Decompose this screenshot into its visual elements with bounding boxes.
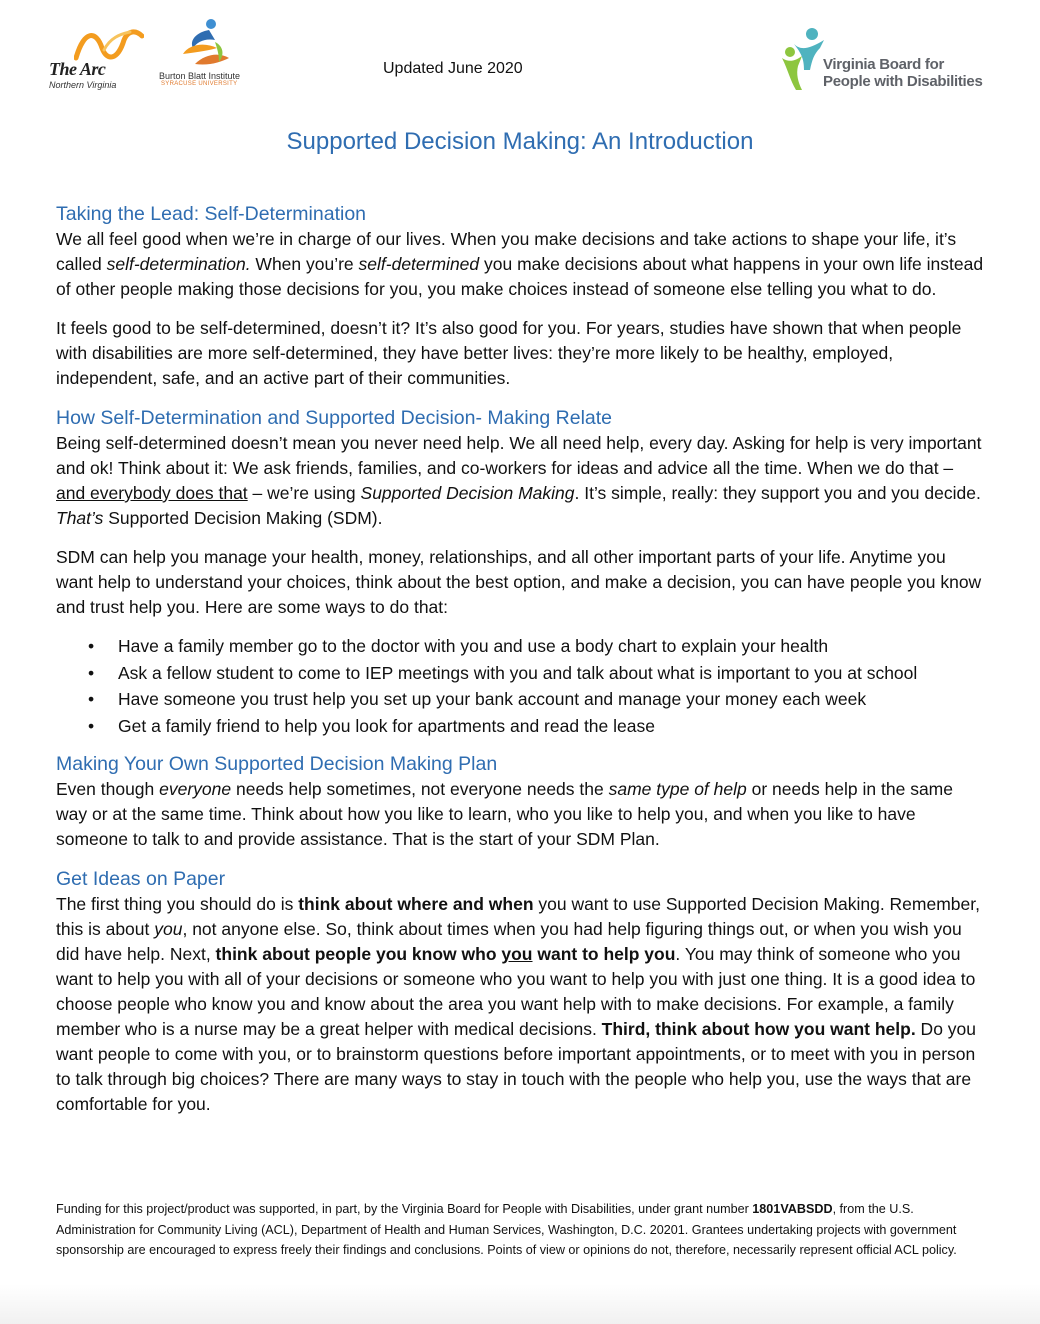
bold-underlined-text: you (501, 944, 533, 964)
bold-text: think about where and when (298, 894, 534, 914)
bullet-icon: • (88, 715, 95, 736)
vbpd-line2: People with Disabilities (823, 73, 983, 90)
arc-subtitle: Northern Virginia (49, 80, 117, 90)
funding-footer (56, 1199, 991, 1261)
bullet-icon: • (88, 689, 95, 709)
section-heading: Making Your Own Supported Decision Making Plan (56, 753, 498, 775)
italic-text: everyone (159, 779, 232, 799)
underlined-text: and everybody does that (56, 483, 248, 503)
italic-text: That’s (56, 508, 104, 528)
text: Supported Decision Making (SDM). (103, 508, 383, 528)
burton-blatt-logo (157, 18, 257, 93)
text: . It’s simple, really: they support you and you decide. (574, 483, 981, 503)
grant-number: 1801VABSDD (752, 1202, 833, 1216)
bold-text: Third, think about how you want help. (601, 1019, 916, 1039)
italic-text: self-determined (358, 254, 480, 274)
list-item (88, 714, 986, 740)
paragraph (56, 892, 986, 1117)
main-content (56, 201, 986, 1131)
text: or needs help in the same way or at the same time. Think about how you like to learn, who you like to help you, and when you like to have someone to talk to and provide assistance. That is the start of your SDM Plan. (56, 779, 953, 849)
text: , from the U.S. Administration for Community Living (ACL), Department of Health and Human Services, Washington, D.C. 20201. Grantees undertaking projects with government sponsorship are encouraged to express freely their findings and conclusions. Points of view or opinions do not, therefore, necessarily represent official ACL policy. (56, 1202, 957, 1257)
bullet-icon: • (88, 662, 95, 683)
text: Even though (56, 779, 160, 799)
vbpd-people-icon (780, 26, 826, 92)
list-item-text: Have a family member go to the doctor with you and use a body chart to explain your health (118, 636, 829, 656)
arc-name: The Arc (49, 59, 106, 79)
text: – we’re using (247, 483, 361, 503)
list-item-text: Get a family friend to help you look for apartments and read the lease (118, 715, 655, 736)
text: you want to use Supported Decision Making. Remember, this is about (56, 894, 980, 939)
the-arc-logo (46, 26, 146, 96)
text: . You may think of someone who you want to help you with all of your decisions or someone who you want to help you with just one thing. It is a good idea to choose people who know you and know about the area you want help with to make decisions. For example, a family member who is a nurse may be a great helper with medical decisions. (56, 944, 976, 1039)
list-item (88, 687, 986, 713)
italic-text: you (154, 919, 183, 939)
text: The first thing you should do is (56, 894, 299, 914)
section-heading: Get Ideas on Paper (56, 868, 226, 890)
text: Being self-determined doesn’t mean you never need help. We all need help, every day. Asking for help is very important and ok! Think about it: We ask friends, families, and co-workers for ideas and advice all the time. When we do that – (56, 433, 982, 478)
paragraph: SDM can help you manage your health, money, relationships, and all other important parts of your life. Anytime you want help to understand your choices, think about the best option, and make a decision, you can have people you know and trust help you. Here are some ways to do that: (56, 547, 982, 617)
italic-text: same type of help (608, 779, 747, 799)
page-edge (0, 1284, 1040, 1324)
updated-date: Updated June 2020 (383, 60, 523, 77)
page-title: Supported Decision Making: An Introduction (286, 128, 754, 155)
bullet-icon: • (88, 636, 95, 656)
vbpd-name (823, 56, 983, 90)
paragraph (56, 777, 986, 852)
text: , not anyone else. So, think about times when you had help figuring things out, or when you wish you did have help. Next, (56, 919, 962, 964)
italic-text: Supported Decision Making (360, 483, 575, 503)
page-header (0, 0, 1040, 110)
text: Funding for this project/product was supported, in part, by the Virginia Board for People with Disabilities, under grant number (56, 1202, 753, 1216)
text: you make decisions about what happens in your own life instead of other people making those decisions for you, you make choices instead of someone else telling you what to do. (56, 254, 984, 299)
text: When you’re (250, 254, 359, 274)
bbi-subtitle: SYRACUSE UNIVERSITY (161, 81, 238, 87)
vbpd-line1: Virginia Board for (823, 56, 945, 73)
virginia-board-logo (780, 26, 990, 96)
bullet-list (56, 634, 986, 739)
section-heading: Taking the Lead: Self-Determination (56, 203, 367, 225)
italic-text: self-determination. (106, 254, 251, 274)
list-item-text: Have someone you trust help you set up your bank account and manage your money each week (118, 689, 867, 709)
paragraph: It feels good to be self-determined, doesn’t it? It’s also good for you. For years, studies have shown that when people with disabilities are more self-determined, they have better lives: they’re more likely to be healthy, employed, independent, safe, and an active part of their communities. (56, 318, 962, 388)
text: Do you want people to come with you, or to brainstorm questions before important appointments, or to meet with you in person to talk through big choices? There are many ways to stay in touch with the people who help you, use the ways that are comfortable for you. (56, 1019, 976, 1114)
list-item-text: Ask a fellow student to come to IEP meetings with you and talk about what is important to you at school (118, 662, 918, 683)
section-heading: How Self-Determination and Supported Decision- Making Relate (56, 407, 613, 429)
bbi-figure-icon (175, 18, 235, 70)
paragraph (56, 431, 986, 531)
bold-text: want to help you (532, 944, 676, 964)
text: needs help sometimes, not everyone needs the (231, 779, 609, 799)
arc-swoosh-icon (74, 26, 144, 62)
list-item (88, 661, 986, 687)
paragraph (56, 227, 986, 302)
bbi-name: Burton Blatt Institute (159, 71, 241, 81)
list-item (88, 634, 986, 660)
bold-text: think about people you know who (215, 944, 502, 964)
text: We all feel good when we’re in charge of our lives. When you make decisions and take actions to shape your life, it’s called (56, 229, 957, 274)
